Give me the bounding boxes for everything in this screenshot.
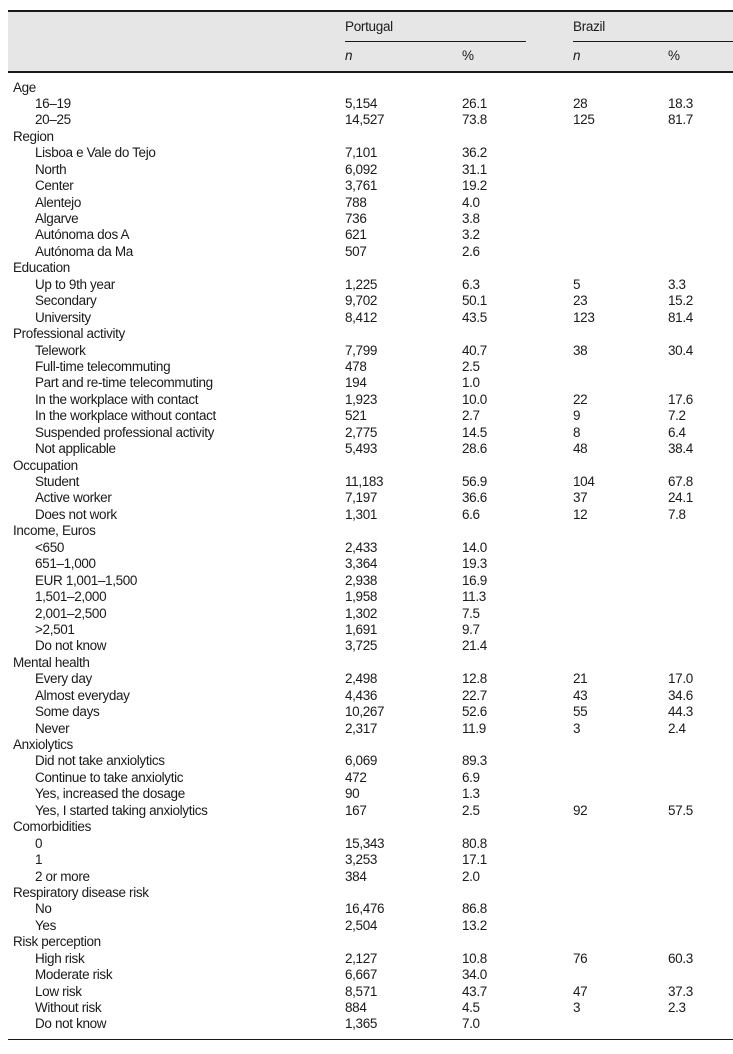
table-row	[8, 721, 733, 737]
portugal-n-cell: 1,302	[345, 605, 378, 621]
portugal-pct-cell: 12.8	[462, 671, 487, 687]
brazil-pct-cell: 81.7	[668, 112, 693, 128]
row-label: Suspended professional activity	[35, 424, 215, 440]
section-title: Risk perception	[13, 934, 101, 950]
portugal-n-cell: 14,527	[345, 112, 385, 128]
portugal-n-cell: 7,197	[345, 490, 378, 506]
brazil-pct-cell: 57.5	[668, 802, 693, 818]
portugal-n-cell: 507	[345, 243, 367, 259]
portugal-pct-cell: 19.3	[462, 556, 487, 572]
table-row	[8, 869, 733, 885]
row-label: In the workplace with contact	[35, 391, 199, 407]
row-label: Never	[35, 720, 70, 736]
table-row	[8, 490, 733, 506]
portugal-pct-cell: 22.7	[462, 687, 487, 703]
section-title: Anxiolytics	[13, 737, 73, 752]
table-row	[8, 984, 733, 1000]
table-body	[8, 73, 733, 1033]
portugal-pct-cell: 16.9	[462, 572, 487, 588]
portugal-n-cell: 472	[345, 769, 367, 785]
section-header-row	[8, 934, 733, 950]
row-label: Center	[35, 178, 74, 194]
portugal-n-cell: 4,436	[345, 687, 378, 703]
table-row	[8, 293, 733, 309]
portugal-pct-cell: 6.9	[462, 769, 480, 785]
portugal-n-cell: 884	[345, 1000, 367, 1015]
table-row	[8, 951, 733, 967]
portugal-pct-cell: 7.5	[462, 605, 480, 621]
row-label: 651–1,000	[35, 556, 96, 572]
brazil-n-cell: 3	[573, 720, 581, 736]
table-row	[8, 1000, 733, 1016]
portugal-n-cell: 521	[345, 408, 367, 424]
brazil-pct-cell: 17.6	[668, 391, 693, 407]
portugal-n-cell: 6,069	[345, 753, 378, 769]
section-header-row	[8, 819, 733, 835]
table-row	[8, 753, 733, 769]
portugal-n-cell: 2,775	[345, 424, 378, 440]
table-row	[8, 195, 733, 211]
portugal-n-cell: 7,799	[345, 342, 378, 358]
brazil-pct-cell: 34.6	[668, 687, 693, 703]
brazil-pct-cell: 67.8	[668, 474, 693, 489]
section-title: Respiratory disease risk	[13, 884, 149, 900]
portugal-n-cell: 15,343	[345, 835, 385, 851]
row-label: Autónoma dos A	[35, 227, 130, 243]
portugal-n-cell: 9,702	[345, 293, 378, 309]
row-label: Yes, increased the dosage	[35, 786, 185, 802]
table-row	[8, 211, 733, 227]
portugal-pct-cell: 2.6	[462, 243, 480, 259]
portugal-n-cell: 2,127	[345, 950, 378, 966]
section-title: Professional activity	[13, 326, 125, 342]
portugal-n-cell: 16,476	[345, 901, 385, 917]
brazil-n-cell: 23	[573, 293, 588, 309]
section-header-row	[8, 523, 733, 539]
row-label: Active worker	[35, 490, 112, 506]
portugal-pct-cell: 26.1	[462, 95, 487, 111]
table-row	[8, 277, 733, 293]
table-row	[8, 901, 733, 917]
portugal-n-cell: 3,364	[345, 556, 378, 572]
section-header-row	[8, 458, 733, 474]
portugal-pct-cell: 40.7	[462, 342, 487, 358]
brazil-pct-cell: 7.2	[668, 408, 686, 424]
row-label: Secondary	[35, 293, 97, 309]
brazil-pct-cell: 2.4	[668, 720, 686, 736]
portugal-pct-cell: 13.2	[462, 917, 487, 933]
row-label: Telework	[35, 342, 86, 358]
table-row	[8, 1016, 733, 1032]
table-row	[8, 770, 733, 786]
brazil-n-cell: 43	[573, 687, 588, 703]
portugal-n-cell: 3,725	[345, 638, 378, 654]
table-row	[8, 704, 733, 720]
row-label: Continue to take anxiolytic	[35, 769, 184, 785]
table-row	[8, 638, 733, 654]
row-label: 2,001–2,500	[35, 605, 107, 621]
brazil-n-cell: 37	[573, 490, 588, 506]
portugal-n-cell: 788	[345, 194, 367, 210]
portugal-n-cell: 384	[345, 868, 367, 884]
header-brazil-underline	[573, 41, 733, 42]
portugal-pct-cell: 3.8	[462, 211, 480, 226]
portugal-n-cell: 3,253	[345, 852, 378, 868]
row-label: Do not know	[35, 1016, 107, 1032]
portugal-pct-cell: 10.0	[462, 391, 487, 407]
row-label: Autónoma da Ma	[35, 243, 133, 259]
row-label: Do not know	[35, 638, 107, 654]
table-row	[8, 556, 733, 572]
portugal-n-cell: 7,101	[345, 145, 378, 161]
portugal-pct-cell: 14.0	[462, 539, 487, 555]
portugal-pct-cell: 1.3	[462, 786, 480, 802]
portugal-pct-cell: 52.6	[462, 704, 487, 720]
table-row	[8, 310, 733, 326]
section-header-row	[8, 655, 733, 671]
portugal-pct-cell: 73.8	[462, 112, 487, 128]
section-title: Age	[13, 79, 36, 95]
table-row	[8, 786, 733, 802]
brazil-n-cell: 47	[573, 983, 588, 999]
brazil-n-cell: 8	[573, 424, 581, 440]
table-row	[8, 573, 733, 589]
row-label: 1,501–2,000	[35, 589, 107, 605]
row-label: 1	[35, 852, 43, 868]
portugal-pct-cell: 3.2	[462, 227, 480, 243]
row-label: Does not work	[35, 506, 117, 522]
portugal-pct-cell: 4.0	[462, 194, 480, 210]
header-country-portugal: Portugal	[345, 19, 393, 34]
row-label: <650	[35, 539, 65, 555]
row-label: No	[35, 901, 52, 917]
table-row	[8, 622, 733, 638]
portugal-pct-cell: 80.8	[462, 835, 487, 851]
bottom-rule	[8, 1039, 733, 1041]
portugal-pct-cell: 56.9	[462, 474, 487, 489]
brazil-n-cell: 9	[573, 408, 581, 424]
portugal-pct-cell: 2.5	[462, 358, 480, 374]
brazil-n-cell: 38	[573, 342, 588, 358]
header-country-brazil: Brazil	[573, 19, 605, 34]
row-label: Yes	[35, 917, 56, 933]
table-row	[8, 540, 733, 556]
portugal-n-cell: 2,433	[345, 539, 378, 555]
row-label: Not applicable	[35, 441, 116, 457]
row-label: Moderate risk	[35, 967, 113, 983]
portugal-n-cell: 6,667	[345, 967, 378, 983]
table-row	[8, 96, 733, 112]
table-row	[8, 606, 733, 622]
table-row	[8, 112, 733, 128]
brazil-n-cell: 22	[573, 391, 588, 407]
portugal-pct-cell: 14.5	[462, 424, 487, 440]
row-label: 2 or more	[35, 868, 90, 884]
brazil-n-cell: 104	[573, 474, 595, 489]
table-row	[8, 852, 733, 868]
brazil-pct-cell: 3.3	[668, 276, 686, 292]
portugal-n-cell: 6,092	[345, 161, 378, 177]
header-brazil-n: n	[573, 48, 581, 63]
portugal-n-cell: 3,761	[345, 178, 378, 194]
row-label: North	[35, 161, 67, 177]
portugal-pct-cell: 6.3	[462, 276, 480, 292]
portugal-n-cell: 194	[345, 375, 367, 391]
portugal-pct-cell: 9.7	[462, 621, 480, 637]
portugal-n-cell: 2,938	[345, 572, 378, 588]
portugal-pct-cell: 28.6	[462, 441, 487, 457]
brazil-pct-cell: 44.3	[668, 704, 693, 720]
portugal-pct-cell: 2.5	[462, 802, 480, 818]
section-header-row	[8, 260, 733, 276]
row-label: Algarve	[35, 211, 79, 226]
row-label: In the workplace without contact	[35, 408, 216, 424]
table-row	[8, 408, 733, 424]
table-row	[8, 227, 733, 243]
row-label: Low risk	[35, 983, 82, 999]
portugal-pct-cell: 2.7	[462, 408, 480, 424]
portugal-n-cell: 11,183	[345, 474, 384, 489]
table-row	[8, 359, 733, 375]
portugal-n-cell: 10,267	[345, 704, 385, 720]
row-label: 20–25	[35, 112, 71, 128]
table-row	[8, 145, 733, 161]
portugal-n-cell: 5,493	[345, 441, 378, 457]
brazil-pct-cell: 30.4	[668, 342, 693, 358]
portugal-n-cell: 1,365	[345, 1016, 378, 1032]
portugal-pct-cell: 43.7	[462, 983, 487, 999]
table-row	[8, 507, 733, 523]
table-row	[8, 589, 733, 605]
brazil-pct-cell: 7.8	[668, 506, 686, 522]
brazil-pct-cell: 24.1	[668, 490, 693, 506]
portugal-n-cell: 90	[345, 786, 360, 802]
section-title: Income, Euros	[13, 523, 96, 539]
portugal-n-cell: 5,154	[345, 95, 378, 111]
portugal-pct-cell: 36.2	[462, 145, 487, 161]
row-label: Full-time telecommuting	[35, 358, 171, 374]
table-row	[8, 671, 733, 687]
row-label: EUR 1,001–1,500	[35, 572, 138, 588]
brazil-n-cell: 125	[573, 112, 595, 128]
row-label: Every day	[35, 671, 92, 687]
table-row	[8, 474, 733, 490]
portugal-pct-cell: 11.9	[462, 720, 486, 736]
brazil-n-cell: 92	[573, 802, 588, 818]
row-label: High risk	[35, 950, 85, 966]
table-row	[8, 967, 733, 983]
portugal-pct-cell: 36.6	[462, 490, 487, 506]
row-label: Almost everyday	[35, 687, 130, 703]
brazil-n-cell: 28	[573, 95, 588, 111]
brazil-n-cell: 55	[573, 704, 588, 720]
portugal-n-cell: 1,923	[345, 391, 378, 407]
portugal-n-cell: 2,317	[345, 720, 378, 736]
header-portugal-underline	[345, 41, 526, 42]
section-title: Mental health	[13, 654, 90, 670]
portugal-n-cell: 167	[345, 802, 367, 818]
brazil-n-cell: 76	[573, 950, 588, 966]
portugal-pct-cell: 1.0	[462, 375, 480, 391]
row-label: >2,501	[35, 621, 75, 637]
brazil-n-cell: 123	[573, 309, 595, 325]
row-label: Student	[35, 474, 80, 489]
section-title: Region	[13, 128, 54, 144]
portugal-pct-cell: 21.4	[462, 638, 487, 654]
table-row	[8, 178, 733, 194]
brazil-pct-cell: 6.4	[668, 424, 686, 440]
row-label: Lisboa e Vale do Tejo	[35, 145, 156, 161]
row-label: Up to 9th year	[35, 276, 115, 292]
portugal-n-cell: 1,691	[345, 621, 378, 637]
section-title: Occupation	[13, 457, 78, 473]
portugal-pct-cell: 17.1	[462, 852, 487, 868]
portugal-n-cell: 1,301	[345, 506, 378, 522]
table-row	[8, 343, 733, 359]
brazil-n-cell: 48	[573, 441, 588, 457]
table-row	[8, 162, 733, 178]
portugal-n-cell: 2,498	[345, 671, 378, 687]
brazil-pct-cell: 38.4	[668, 441, 693, 457]
portugal-pct-cell: 50.1	[462, 293, 487, 309]
section-header-row	[8, 129, 733, 145]
section-title: Education	[13, 260, 70, 276]
brazil-pct-cell: 15.2	[668, 293, 693, 309]
table-row	[8, 392, 733, 408]
header-portugal-pct: %	[462, 48, 475, 63]
portugal-pct-cell: 86.8	[462, 901, 487, 917]
portugal-pct-cell: 7.0	[462, 1016, 480, 1032]
table-header	[8, 12, 733, 71]
row-label: Without risk	[35, 1000, 102, 1015]
portugal-n-cell: 1,225	[345, 276, 378, 292]
table-row	[8, 836, 733, 852]
portugal-pct-cell: 89.3	[462, 753, 487, 769]
section-header-row	[8, 326, 733, 342]
table-row	[8, 375, 733, 391]
section-header-row	[8, 80, 733, 96]
header-portugal-n: n	[345, 48, 353, 63]
row-label: Some days	[35, 704, 100, 720]
section-header-row	[8, 737, 733, 753]
section-title: Comorbidities	[13, 819, 91, 835]
section-header-row	[8, 885, 733, 901]
portugal-n-cell: 736	[345, 211, 367, 226]
brazil-pct-cell: 2.3	[668, 1000, 686, 1015]
table-row	[8, 425, 733, 441]
table-row	[8, 918, 733, 934]
portugal-n-cell: 1,958	[345, 589, 378, 605]
portugal-n-cell: 621	[345, 227, 367, 243]
portugal-pct-cell: 2.0	[462, 868, 480, 884]
row-label: 16–19	[35, 95, 71, 111]
brazil-pct-cell: 17.0	[668, 671, 693, 687]
brazil-pct-cell: 18.3	[668, 95, 693, 111]
brazil-n-cell: 5	[573, 276, 581, 292]
table-row	[8, 688, 733, 704]
row-label: Alentejo	[35, 194, 81, 210]
brazil-n-cell: 3	[573, 1000, 581, 1015]
row-label: Did not take anxiolytics	[35, 753, 165, 769]
brazil-n-cell: 12	[573, 506, 588, 522]
portugal-n-cell: 8,571	[345, 983, 378, 999]
brazil-pct-cell: 37.3	[668, 983, 693, 999]
portugal-pct-cell: 43.5	[462, 309, 487, 325]
brazil-pct-cell: 60.3	[668, 950, 693, 966]
demographics-table	[8, 10, 733, 1040]
header-brazil-pct: %	[668, 48, 681, 63]
portugal-pct-cell: 6.6	[462, 506, 480, 522]
portugal-n-cell: 478	[345, 358, 367, 374]
table-row	[8, 244, 733, 260]
portugal-pct-cell: 34.0	[462, 967, 487, 983]
portugal-n-cell: 8,412	[345, 309, 378, 325]
row-label: University	[35, 309, 91, 325]
row-label: Part and re-time telecommuting	[35, 375, 213, 391]
portugal-pct-cell: 31.1	[462, 161, 487, 177]
row-label: Yes, I started taking anxiolytics	[35, 802, 208, 818]
row-label: 0	[35, 835, 43, 851]
portugal-n-cell: 2,504	[345, 917, 378, 933]
table-row	[8, 803, 733, 819]
table-row	[8, 441, 733, 457]
brazil-n-cell: 21	[573, 671, 588, 687]
portugal-pct-cell: 19.2	[462, 178, 487, 194]
portugal-pct-cell: 4.5	[462, 1000, 480, 1015]
portugal-pct-cell: 10.8	[462, 950, 487, 966]
brazil-pct-cell: 81.4	[668, 309, 693, 325]
portugal-pct-cell: 11.3	[462, 589, 486, 605]
